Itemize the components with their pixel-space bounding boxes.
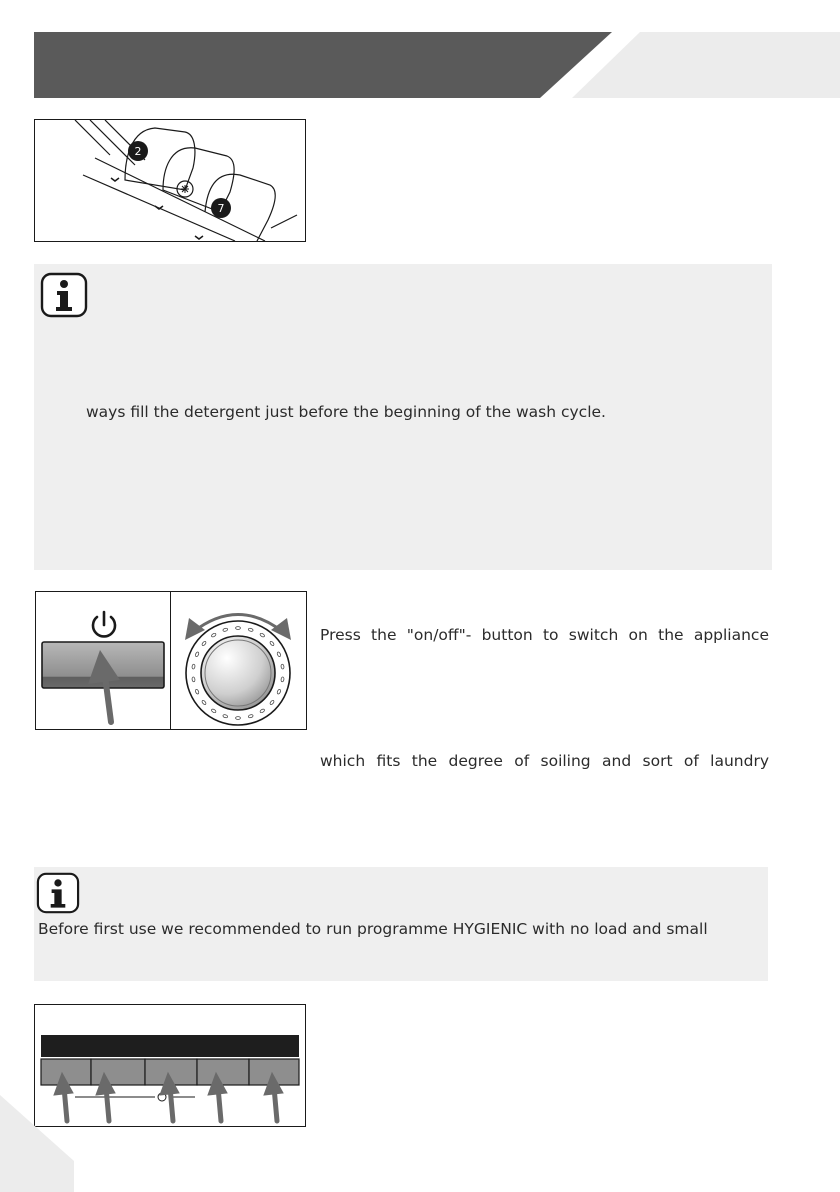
programme-dial (171, 592, 306, 729)
header-banner (0, 0, 840, 110)
info-panel-2-text: Before first use we recommended to run programme HYGIENIC with no load and small (38, 920, 708, 938)
detergent-drawer (35, 120, 305, 241)
dial-tick (236, 717, 241, 720)
dial-tick (281, 677, 284, 682)
detergent-drawer-figure (34, 119, 306, 242)
power-button-figure (35, 591, 172, 730)
svg-text:7: 7 (217, 202, 225, 215)
dial-tick (236, 627, 241, 630)
header-dark-tab (34, 32, 612, 98)
info-icon (40, 272, 88, 318)
switch-on-text-line1: Press the "on/off"- button to switch on the appliance (320, 626, 769, 644)
info-icon (36, 872, 80, 914)
dial-tick (192, 677, 195, 682)
header-light-tab (572, 32, 840, 98)
info-panel-1-text: ways fill the detergent just before the beginning of the wash cycle. (86, 403, 606, 421)
svg-text:2: 2 (134, 145, 142, 158)
programme-dial-figure (170, 591, 307, 730)
power-icon (93, 612, 115, 636)
dial-tick (281, 664, 284, 669)
dial-tick (192, 664, 195, 669)
page-corner-tab (0, 1095, 80, 1192)
switch-on-text-line2: which fits the degree of soiling and sort of laundry (320, 752, 769, 770)
power-button-illustration (36, 592, 171, 729)
